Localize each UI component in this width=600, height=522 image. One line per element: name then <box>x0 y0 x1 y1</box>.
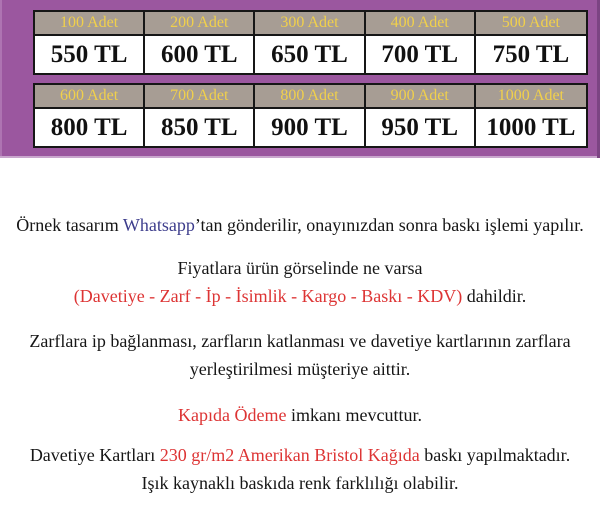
note-sample-design <box>0 211 600 239</box>
price-table-row2 <box>33 83 588 148</box>
note-text: Örnek tasarım <box>16 215 123 235</box>
price-cell: 650 TL <box>255 36 365 73</box>
price-cell: 750 TL <box>476 36 586 73</box>
qty-header-cell: 200 Adet <box>145 12 255 36</box>
note-cash-on-delivery <box>0 401 600 429</box>
price-cell: 800 TL <box>35 109 145 146</box>
note-text: imkanı mevcuttur. <box>286 405 422 425</box>
note-text: yerleştirilmesi müşteriye aittir. <box>189 359 411 379</box>
paper-type-red-text: 230 gr/m2 Amerikan Bristol Kağıda <box>159 445 420 465</box>
qty-header-cell: 100 Adet <box>35 12 145 36</box>
whatsapp-text: Whatsapp <box>122 215 195 235</box>
note-text: Fiyatlara ürün görselinde ne varsa <box>177 258 423 278</box>
notes-section <box>0 211 600 497</box>
price-cell: 950 TL <box>366 109 476 146</box>
qty-header-cell: 500 Adet <box>476 12 586 36</box>
note-text: Davetiye Kartları <box>29 445 160 465</box>
qty-header-cell: 1000 Adet <box>476 85 586 109</box>
note-included <box>0 254 600 310</box>
qty-header-cell: 700 Adet <box>145 85 255 109</box>
note-text: dahildir. <box>462 286 527 306</box>
cash-on-delivery-red-text: Kapıda Ödeme <box>178 405 287 425</box>
note-text: Zarflara ip bağlanması, zarfların katlanması ve davetiye kartlarının zarflara <box>29 331 571 351</box>
note-paper-info <box>0 441 600 497</box>
note-customer-tasks <box>0 327 600 383</box>
note-text: ’tan gönderilir, onayınızdan sonra baskı işlemi yapılır. <box>194 215 584 235</box>
note-text: baskı yapılmaktadır. <box>419 445 571 465</box>
price-cell: 1000 TL <box>476 109 586 146</box>
included-items-red-text: (Davetiye - Zarf - İp - İsimlik - Kargo - Baskı - KDV) <box>73 286 463 306</box>
price-cell: 700 TL <box>366 36 476 73</box>
qty-header-cell: 900 Adet <box>366 85 476 109</box>
qty-header-cell: 400 Adet <box>366 12 476 36</box>
price-cell: 850 TL <box>145 109 255 146</box>
qty-header-cell: 300 Adet <box>255 12 365 36</box>
price-table-row1 <box>33 10 588 75</box>
purple-banner <box>0 0 600 158</box>
price-cell: 900 TL <box>255 109 365 146</box>
price-cell: 600 TL <box>145 36 255 73</box>
qty-header-cell: 600 Adet <box>35 85 145 109</box>
qty-header-cell: 800 Adet <box>255 85 365 109</box>
note-text: Işık kaynaklı baskıda renk farklılığı olabilir. <box>141 473 459 493</box>
price-cell: 550 TL <box>35 36 145 73</box>
